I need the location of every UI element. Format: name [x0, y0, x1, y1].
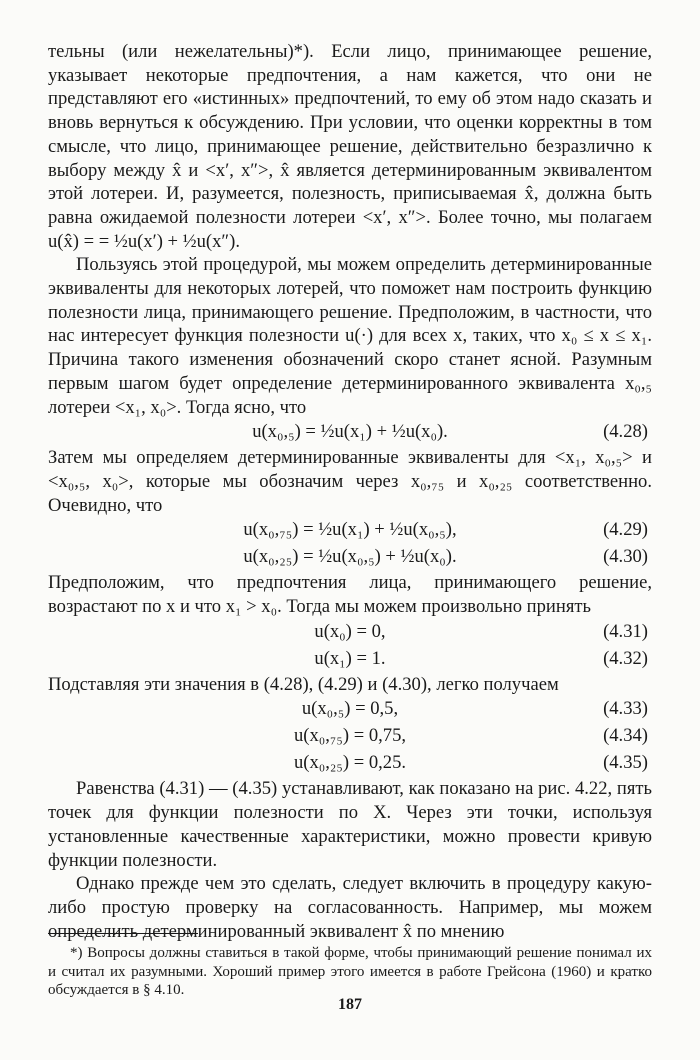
equation-4-32: [48, 647, 652, 671]
equation-number: (4.34): [603, 725, 648, 747]
equation-formula: u(x₀,₂₅) = 0,25.: [293, 752, 407, 774]
equation-4-30: [48, 545, 652, 569]
footnote-divider: [48, 933, 198, 934]
equation-number: (4.32): [603, 647, 648, 669]
equation-number: (4.31): [603, 620, 648, 642]
equation-formula: u(x₀,₇₅) = 0,75,: [293, 725, 407, 747]
equation-block-4-29-4-30: [48, 517, 652, 571]
paragraph-4: Предположим, что предпочтения лица, принимающего решение, возрастают по x и что x₁ > x₀. Тогда мы можем произвольно принять: [48, 572, 652, 618]
equation-4-34: [48, 724, 652, 748]
paragraph-5: Подставляя эти значения в (4.28), (4.29) и (4.30), легко получаем: [48, 673, 559, 695]
equation-formula: u(x₀,₇₅) = ½u(x₁) + ½u(x₀,₅),: [243, 519, 457, 541]
equation-formula: u(x₀,₅) = 0,5,: [301, 698, 399, 720]
equation-4-29: [48, 518, 652, 542]
equation-4-28: [48, 420, 652, 444]
equation-number: (4.29): [603, 519, 648, 541]
page-number: 187: [338, 996, 362, 1013]
equation-formula: u(x₀,₂₅) = ½u(x₀,₅) + ½u(x₀).: [243, 546, 457, 568]
equation-block-4-28: [48, 419, 652, 446]
equation-number: (4.28): [603, 421, 648, 443]
footnote: *) Вопросы должны ставиться в такой форме, чтобы принимающий решение понимал их и считал их разумными. Хороший пример этого имеется в работе Грейсона (1960) и кратко обсуждается в § 4.10.: [48, 945, 652, 998]
equation-number: (4.35): [603, 752, 648, 774]
equation-4-35: [48, 751, 652, 775]
equation-4-33: [48, 697, 652, 721]
equation-number: (4.30): [603, 546, 648, 568]
paragraph-2: Пользуясь этой процедурой, мы можем определить детерминированные эквиваленты для некоторых лотерей, что поможет нам построить функцию полезности лица, принимающего решение. Предположим, в частности, что нас интересует функция полезности u(·) для всех x, таких, что x₀ ≤ x ≤ x₁. Причина такого изменения обозначений скоро станет ясной. Разумным первым шагом будет определение детерминированного эквивалента x₀,₅ лотереи <x₁, x₀>. Тогда ясно, что: [48, 254, 652, 418]
body-text: [48, 40, 652, 943]
equation-block-4-33-4-35: [48, 696, 652, 777]
equation-formula: u(x₁) = 1.: [314, 647, 386, 669]
equation-number: (4.33): [603, 698, 648, 720]
equation-block-4-31-4-32: [48, 619, 652, 673]
paragraph-3: Затем мы определяем детерминированные эквиваленты для <x₁, x₀,₅> и <x₀,₅, x₀>, которые мы обозначим через x₀,₇₅ и x₀,₂₅ соответственно. Очевидно, что: [48, 447, 652, 516]
paragraph-1: тельны (или нежелательны)*). Если лицо, принимающее решение, указывает некоторые предпочтения, а нам кажется, что они не представляют его «истинных» предпочтений, то ему об этом надо сказать и вновь вернуться к обсуждению. При условии, что оценки корректны в том смысле, что лицо, принимающее решение, действительно безразлично к выбору между x̂ и <x′, x″>, x̂ является детерминированным эквивалентом этой лотереи. И, разумеется, полезность, приписываемая x̂, должна быть равна ожидаемой полезности лотереи <x′, x″>. Более точно, мы полагаем u(x̂) = = ½u(x′) + ½u(x″).: [48, 41, 652, 252]
equation-4-31: [48, 620, 652, 644]
paragraph-6: Равенства (4.31) — (4.35) устанавливают, как показано на рис. 4.22, пять точек для функции полезности по X. Через эти точки, используя установленные качественные характеристики, можно провести кривую функции полезности.: [48, 778, 652, 871]
paragraph-7: Однако прежде чем это сделать, следует включить в процедуру какую-либо простую проверку на согласованность. Например, мы можем определить детерминированный эквивалент x̂ по мнению: [48, 873, 652, 942]
equation-formula: u(x₀,₅) = ½u(x₁) + ½u(x₀).: [252, 421, 448, 443]
equation-formula: u(x₀) = 0,: [314, 620, 386, 642]
